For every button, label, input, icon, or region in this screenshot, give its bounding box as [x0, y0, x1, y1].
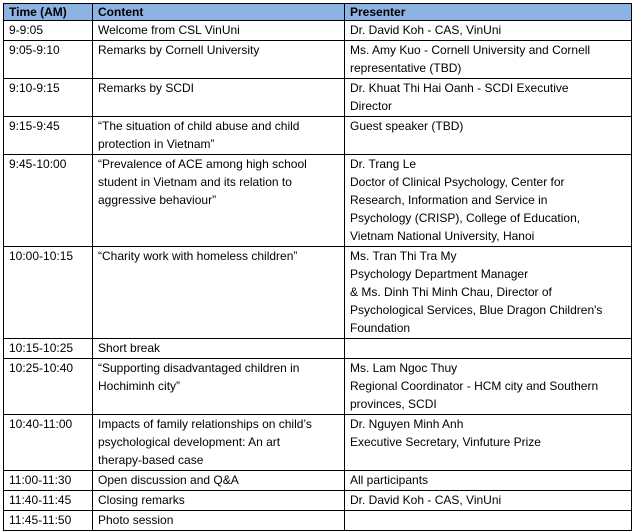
content-cell: [93, 21, 345, 41]
table-row: [4, 339, 632, 359]
presenter-line: Dr. Nguyen Minh Anh: [350, 417, 464, 431]
presenter-line: Director: [350, 99, 393, 113]
table-row: [4, 79, 632, 117]
table-row: [4, 21, 632, 41]
content-line: Remarks by SCDI: [98, 81, 195, 95]
content-cell: [93, 155, 345, 247]
schedule-table: [3, 3, 632, 531]
content-line: “Supporting disadvantaged children in: [98, 361, 300, 375]
content-cell: [93, 339, 345, 359]
presenter-line: provinces, SCDI: [350, 397, 437, 411]
presenter-line: All participants: [350, 473, 429, 487]
header-row: [4, 4, 632, 21]
presenter-cell: [345, 155, 632, 247]
presenter-cell: [345, 247, 632, 339]
content-line: therapy-based case: [98, 453, 204, 467]
table-row: [4, 359, 632, 415]
table-row: [4, 117, 632, 155]
content-cell: [93, 117, 345, 155]
presenter-line: Guest speaker (TBD): [350, 119, 464, 133]
content-line: Open discussion and Q&A: [98, 473, 239, 487]
presenter-line: Executive Secretary, Vinfuture Prize: [350, 435, 541, 449]
table-row: [4, 511, 632, 531]
presenter-cell: [345, 79, 632, 117]
content-line: Closing remarks: [98, 493, 185, 507]
content-cell: [93, 415, 345, 471]
presenter-line: Ms. Tran Thi Tra My: [350, 249, 457, 263]
time-cell: 10:40-11:00: [4, 415, 93, 471]
presenter-line: Dr. David Koh - CAS, VinUni: [350, 23, 502, 37]
time-cell: 9:15-9:45: [4, 117, 93, 155]
content-line: Short break: [98, 341, 161, 355]
presenter-line: Ms. Amy Kuo - Cornell University and Cornell: [350, 43, 591, 57]
presenter-cell: [345, 415, 632, 471]
table-row: [4, 415, 632, 471]
content-line: aggressive behaviour”: [98, 193, 217, 207]
content-cell: [93, 491, 345, 511]
presenter-line: Dr. Trang Le: [350, 157, 417, 171]
presenter-line: Dr. David Koh - CAS, VinUni: [350, 493, 502, 507]
presenter-line: Psychology (CRISP), College of Education,: [350, 211, 581, 225]
time-cell: 9:05-9:10: [4, 41, 93, 79]
presenter-line: Foundation: [350, 321, 411, 335]
presenter-line: Research, Information and Service in: [350, 193, 548, 207]
table-row: [4, 247, 632, 339]
presenter-cell: [345, 359, 632, 415]
content-line: Welcome from CSL VinUni: [98, 23, 240, 37]
time-cell: 11:00-11:30: [4, 471, 93, 491]
presenter-cell: [345, 511, 632, 531]
time-cell: 10:25-10:40: [4, 359, 93, 415]
content-line: Remarks by Cornell University: [98, 43, 260, 57]
presenter-line: Psychology Department Manager: [350, 267, 529, 281]
content-line: psychological development: An art: [98, 435, 281, 449]
presenter-cell: [345, 117, 632, 155]
header-time: Time (AM): [4, 4, 93, 21]
presenter-cell: [345, 471, 632, 491]
content-line: “The situation of child abuse and child: [98, 119, 300, 133]
content-line: “Charity work with homeless children”: [98, 249, 298, 263]
content-line: protection in Vietnam”: [98, 137, 215, 151]
presenter-line: representative (TBD): [350, 61, 462, 75]
presenter-line: & Ms. Dinh Thi Minh Chau, Director of: [350, 285, 552, 299]
time-cell: 9-9:05: [4, 21, 93, 41]
content-cell: [93, 41, 345, 79]
presenter-line: Psychological Services, Blue Dragon Children's: [350, 303, 603, 317]
presenter-line: Ms. Lam Ngoc Thuy: [350, 361, 458, 375]
content-line: Hochiminh city”: [98, 379, 181, 393]
presenter-cell: [345, 339, 632, 359]
presenter-cell: [345, 491, 632, 511]
time-cell: 10:15-10:25: [4, 339, 93, 359]
table-row: [4, 491, 632, 511]
content-line: Photo session: [98, 513, 174, 527]
header-content: Content: [93, 4, 345, 21]
presenter-line: Regional Coordinator - HCM city and Southern: [350, 379, 599, 393]
schedule-body: [4, 21, 632, 531]
content-cell: [93, 79, 345, 117]
content-line: student in Vietnam and its relation to: [98, 175, 292, 189]
header-presenter: Presenter: [345, 4, 632, 21]
presenter-line: Vietnam National University, Hanoi: [350, 229, 535, 243]
presenter-cell: [345, 21, 632, 41]
time-cell: 11:40-11:45: [4, 491, 93, 511]
time-cell: 9:10-9:15: [4, 79, 93, 117]
presenter-cell: [345, 41, 632, 79]
table-row: [4, 41, 632, 79]
content-line: Impacts of family relationships on child’s: [98, 417, 312, 431]
table-row: [4, 155, 632, 247]
content-cell: [93, 471, 345, 491]
time-cell: 11:45-11:50: [4, 511, 93, 531]
presenter-line: Doctor of Clinical Psychology, Center for: [350, 175, 565, 189]
content-cell: [93, 359, 345, 415]
time-cell: 10:00-10:15: [4, 247, 93, 339]
content-line: “Prevalence of ACE among high school: [98, 157, 307, 171]
content-cell: [93, 511, 345, 531]
presenter-line: Dr. Khuat Thi Hai Oanh - SCDI Executive: [350, 81, 569, 95]
content-cell: [93, 247, 345, 339]
time-cell: 9:45-10:00: [4, 155, 93, 247]
table-row: [4, 471, 632, 491]
schedule-container: [3, 3, 632, 531]
